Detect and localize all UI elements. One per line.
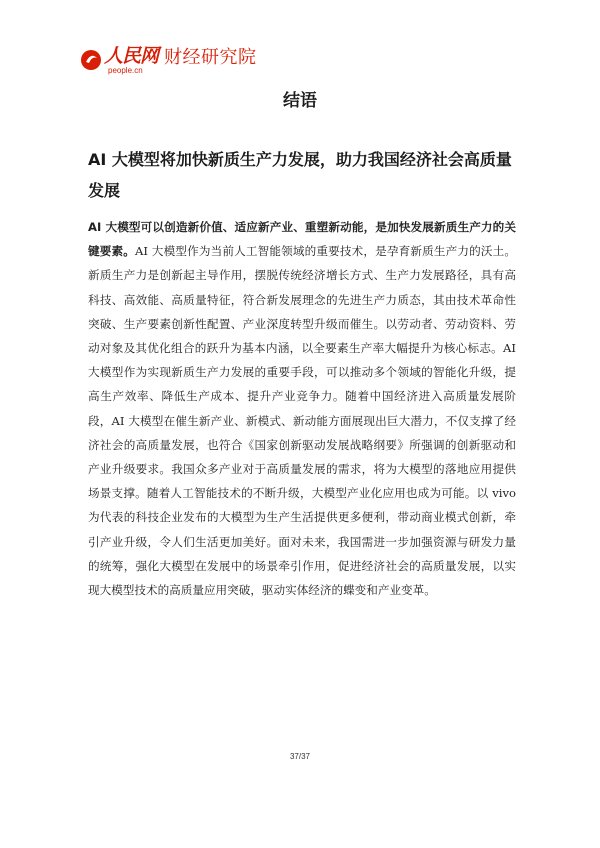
page-number: 37/37 (289, 752, 311, 761)
body-paragraph (88, 215, 516, 602)
logo-text: 人民网 (104, 45, 159, 67)
lead-sentence: AI 大模型可以创造新价值、适应新产业、重塑新动能，是加快发展新质生产力的关键要素。 (88, 220, 516, 259)
chapter-subtitle: AI 大模型将加快新质生产力发展，助力我国经济社会高质量发展 (88, 150, 512, 200)
people-logo-icon (78, 46, 104, 72)
logo-domain: people.cn (108, 66, 143, 75)
logo-subtitle: 财经研究院 (164, 47, 257, 68)
body-text: AI 大模型作为当前人工智能领域的重要技术，是孕育新质生产力的沃土。新质生产力是创新起主导作用，摆脱传统经济增长方式、生产力发展路径，具有高科技、高效能、高质量特征，符合新发展理念的先进生产力质态，其由技术革命性突破、生产要素创新性配置、产业深度转型升级而催生。以劳动者、劳动资料、劳动对象及其优化组合的跃升为基本内涵，以全要素生产率大幅提升为核心标志。AI 大模型作为实现新质生产力发展的重要手段，可以推动多个领域的智能化升级，提高生产效率、降低生产成本、提升产业竞争力。随着中国经济进入高质量发展阶段，AI 大模型在催生新产业、新模式、新动能方面展现出巨大潜力，不仅支撑了经济社会的高质量发展，也符合《国家创新驱动发展战略纲要》所强调的创新驱动和产业升级要求。我国众多产业对于高质量发展的需求，将为大模型的落地应用提供场景支撑。随着人工智能技术的不断升级，大模型产业化应用也成为可能。以 vivo 为代表的科技企业发布的大模型为生产生活提供更多便利，带动商业模式创新，牵引产业升级，令人们生活更加美好。面对未来，我国需进一步加强资源与研发力量的统筹，强化大模型在发展中的场景牵引作用，促进经济社会的高质量发展，以实现大模型技术的高质量应用突破，驱动实体经济的蝶变和产业变革。 (88, 244, 516, 598)
section-title: 结语 (283, 91, 317, 111)
header-logo (78, 44, 278, 80)
